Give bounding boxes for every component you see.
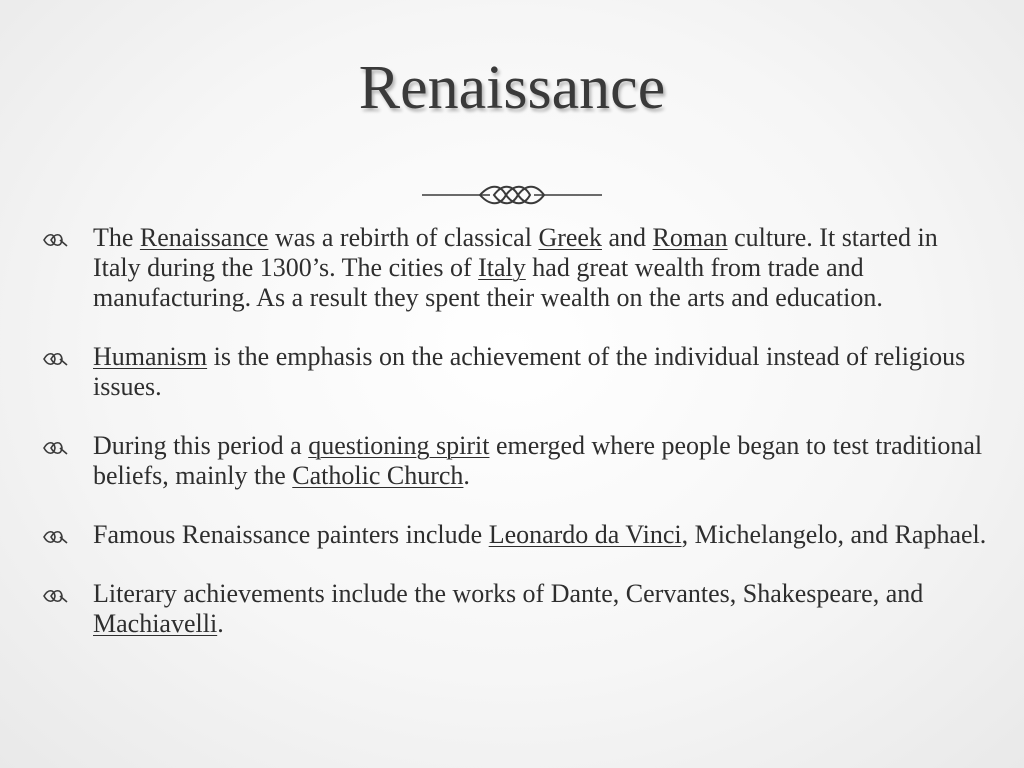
fleuron-bullet-icon <box>42 529 68 545</box>
link-catholic-church[interactable]: Catholic Church <box>292 461 464 490</box>
bullet-text: is the emphasis on the achievement of the individual instead of religious issues. <box>93 342 966 401</box>
bullet-item-2 <box>40 342 990 402</box>
bullet-text: . <box>217 609 224 638</box>
bullet-item-4 <box>40 520 990 550</box>
link-italy[interactable]: Italy <box>478 253 526 282</box>
bullet-text: Famous Renaissance painters include <box>93 520 489 549</box>
bullet-text: The <box>93 223 140 252</box>
fleuron-bullet-icon <box>42 588 68 604</box>
link-questioning-spirit[interactable]: questioning spirit <box>308 431 490 460</box>
link-humanism[interactable]: Humanism <box>93 342 208 371</box>
link-renaissance[interactable]: Renaissance <box>139 223 269 252</box>
bullet-item-3 <box>40 431 990 491</box>
bullet-text: Literary achievements include the works of Dante, Cervantes, Shakespeare, and <box>93 579 924 608</box>
link-leonardo-da-vinci[interactable]: Leonardo da Vinci <box>488 520 682 549</box>
bullet-list <box>40 223 990 668</box>
bullet-item-1 <box>40 223 990 313</box>
bullet-text: was a rebirth of classical <box>268 223 539 252</box>
slide-title: Renaissance <box>358 54 666 122</box>
fleuron-bullet-icon <box>42 440 68 456</box>
bullet-text: emerged where people began to test traditional beliefs, mainly the <box>93 431 983 490</box>
bullet-text: culture. It started in Italy during the 1300’s. The cities of <box>93 223 938 282</box>
fleuron-bullet-icon <box>42 351 68 367</box>
link-roman[interactable]: Roman <box>652 223 728 252</box>
bullet-text: , Michelangelo, and Raphael. <box>681 520 987 549</box>
link-machiavelli[interactable]: Machiavelli <box>93 609 218 638</box>
link-greek[interactable]: Greek <box>538 223 602 252</box>
fleuron-bullet-icon <box>42 232 68 248</box>
bullet-text: and <box>601 223 653 252</box>
bullet-item-5 <box>40 579 990 639</box>
bullet-text: had great wealth from trade and manufacturing. As a result they spent their wealth on the arts and education. <box>93 253 883 312</box>
bullet-text: . <box>463 461 470 490</box>
scroll-flourish-icon <box>420 180 604 210</box>
bullet-text: During this period a <box>93 431 309 460</box>
